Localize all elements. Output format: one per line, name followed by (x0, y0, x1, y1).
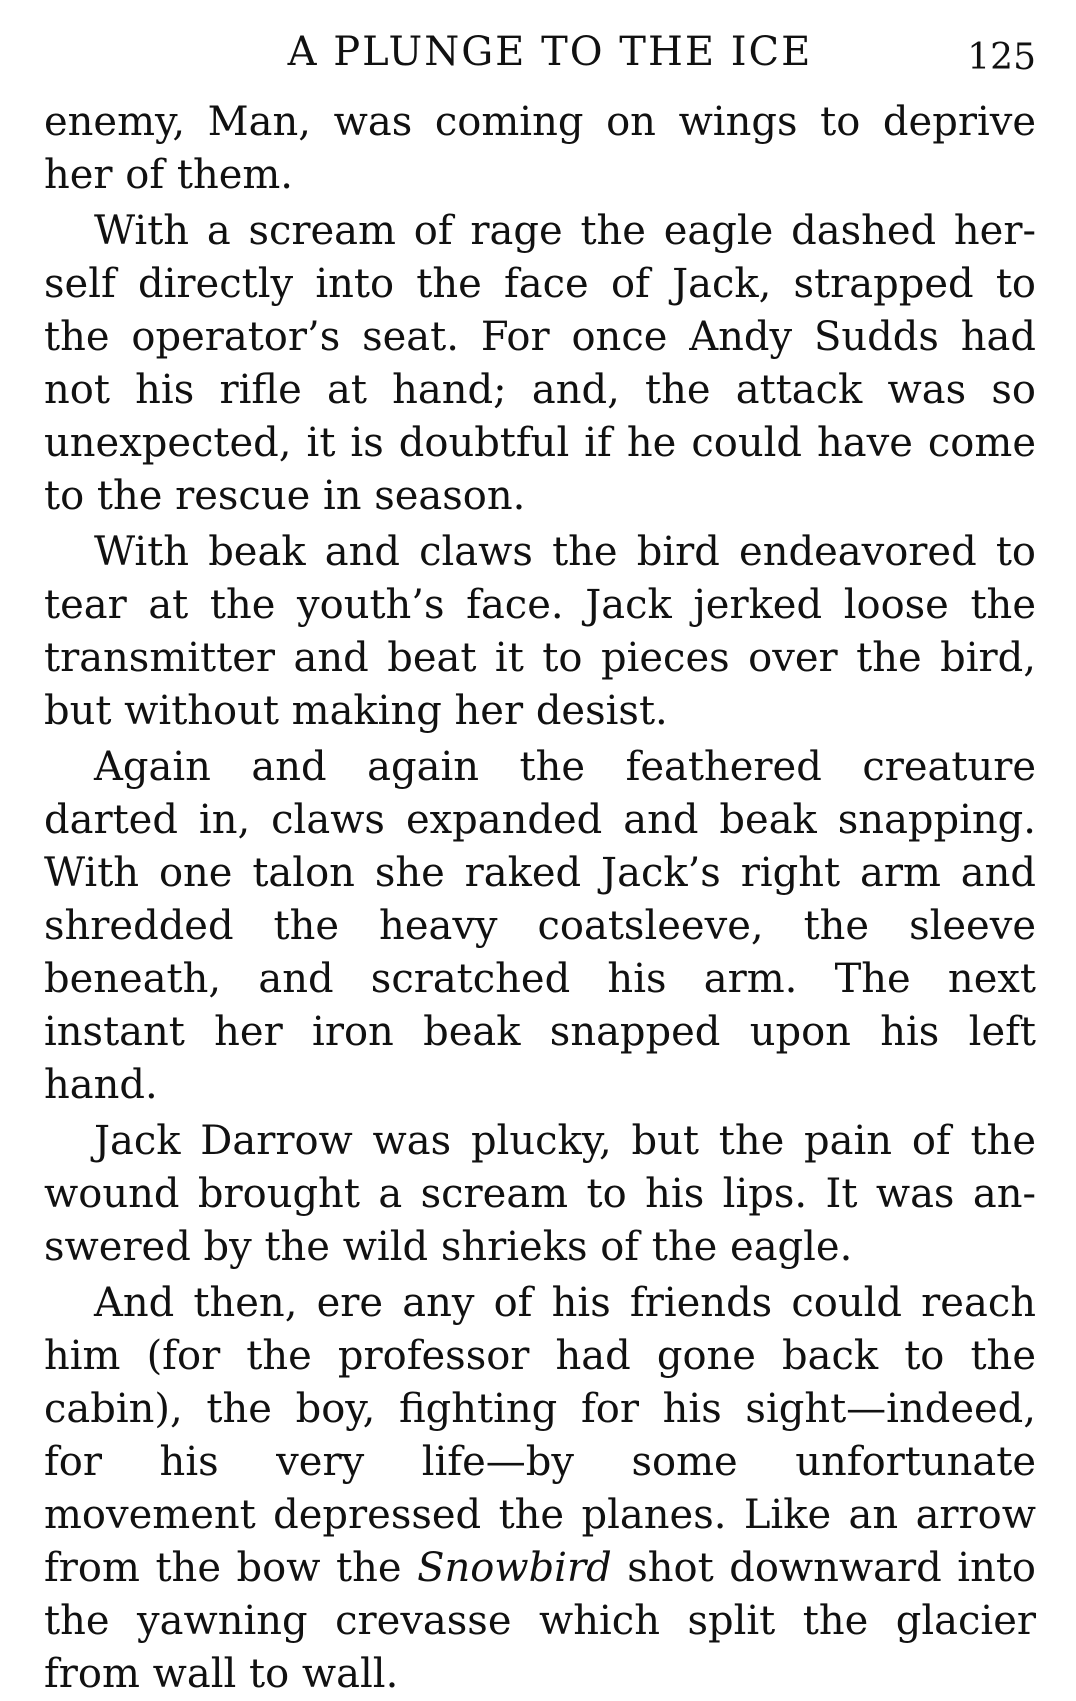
paragraph: With beak and claws the bird endeavored to tear at the youth’s face. Jack jerked loose the transmitter and beat it to pieces over the bird, but without making her desist. (44, 529, 1036, 734)
paragraph: Again and again the feathered creature darted in, claws expanded and beak snapping. With one talon she raked Jack’s right arm and shredded the heavy coatsleeve, the sleeve beneath, and scratched his arm. The next instant her iron beak snapped upon his left hand. (44, 744, 1036, 1108)
paragraph-final (44, 1277, 1036, 1701)
body-text (44, 96, 1036, 1701)
book-page (44, 22, 1036, 1697)
page-number: 125 (967, 37, 1036, 78)
paragraph: With a scream of rage the eagle dashed herself directly into the face of Jack, strapped to the operator’s seat. For once Andy Sudds had not his rifle at hand; and, the attack was so unexpected, it is doubtful if he could have come to the rescue in season. (44, 208, 1036, 519)
paragraph-text-end: shot downward into the yawning crevasse which split the glacier from wall to wall. (44, 1545, 1036, 1697)
paragraph-text-start: And then, ere any of his friends could reach him (for the professor had gone back to the cabin), the boy, fighting for his sight—indeed, for his very life—by some unfortunate movement depressed the planes. Like an arrow from the bow the (44, 1280, 1036, 1591)
page-header (44, 22, 1036, 82)
ship-name: Snowbird (417, 1545, 612, 1591)
running-head: A PLUNGE TO THE ICE (287, 29, 813, 75)
paragraph-continued: enemy, Man, was coming on wings to deprive her of them. (44, 99, 1036, 198)
paragraph: Jack Darrow was plucky, but the pain of the wound brought a scream to his lips. It was answered by the wild shrieks of the eagle. (44, 1118, 1036, 1270)
